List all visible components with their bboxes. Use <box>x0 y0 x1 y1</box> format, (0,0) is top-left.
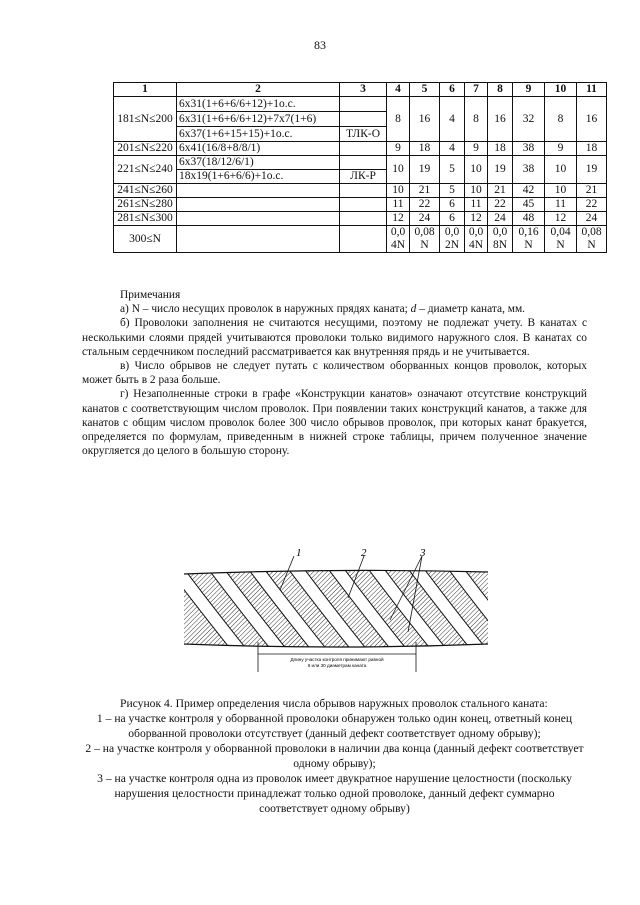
header-cell: 1 <box>114 83 177 97</box>
figure-label-3: 3 <box>420 547 426 559</box>
range-cell: 201≤N≤220 <box>114 142 177 156</box>
value-cell: 18 <box>410 142 440 156</box>
header-cell: 2 <box>177 83 340 97</box>
value-cell: 0,0 4N <box>465 226 488 253</box>
value-cell: 16 <box>577 97 607 142</box>
range-cell: 261≤N≤280 <box>114 198 177 212</box>
notes-section <box>82 288 587 458</box>
table-row <box>114 212 607 226</box>
type-cell <box>340 112 387 127</box>
range-cell: 300≤N <box>114 226 177 253</box>
value-cell: 6 <box>440 198 465 212</box>
value-cell: 4 <box>440 142 465 156</box>
table-row <box>114 226 607 253</box>
header-cell: 7 <box>465 83 488 97</box>
table-row <box>114 156 607 170</box>
value-cell: 10 <box>465 184 488 198</box>
construction-cell: 6x31(1+6+6/6+12)+7x7(1+6) <box>177 112 340 127</box>
value-cell: 21 <box>488 184 513 198</box>
range-cell: 241≤N≤260 <box>114 184 177 198</box>
value-cell: 9 <box>387 142 410 156</box>
value-cell: 19 <box>410 156 440 184</box>
value-cell: 11 <box>465 198 488 212</box>
page-number: 83 <box>314 38 326 52</box>
value-cell: 21 <box>577 184 607 198</box>
value-cell: 8 <box>465 97 488 142</box>
value-cell: 10 <box>545 156 577 184</box>
construction-cell: 18x19(1+6+6/6)+1o.c. <box>177 170 340 184</box>
construction-cell <box>177 226 340 253</box>
steel-rope-figure <box>176 546 496 681</box>
range-cell: 181≤N≤200 <box>114 97 177 142</box>
value-cell: 48 <box>513 212 545 226</box>
value-cell: 18 <box>488 142 513 156</box>
value-cell: 5 <box>440 156 465 184</box>
figure-caption <box>82 696 587 816</box>
header-cell: 11 <box>577 83 607 97</box>
type-cell <box>340 97 387 112</box>
header-cell: 3 <box>340 83 387 97</box>
value-cell: 32 <box>513 97 545 142</box>
table-header-row <box>114 83 607 97</box>
value-cell: 12 <box>387 212 410 226</box>
note-g: г) Незаполненные строки в графе «Конструкции канатов» означают отсутствие конструкций канатов с соответствующим числом проволок. При появлении таких конструкций канатов, а также для канатов с общим числом проволок более 300 число обрывов проволок, при которых канат бракуется, определяется по формулам, приведенным в нижней строке таблицы, причем полученное значение округляется до целого в большую сторону. <box>82 388 587 458</box>
type-cell <box>340 212 387 226</box>
construction-cell <box>177 212 340 226</box>
value-cell: 0,04 N <box>545 226 577 253</box>
value-cell: 42 <box>513 184 545 198</box>
value-cell: 24 <box>410 212 440 226</box>
value-cell: 0,0 8N <box>488 226 513 253</box>
range-cell: 221≤N≤240 <box>114 156 177 184</box>
construction-cell <box>177 198 340 212</box>
caption-title: Рисунок 4. Пример определения числа обрывов наружных проволок стального каната: <box>120 697 548 710</box>
value-cell: 0,08 N <box>577 226 607 253</box>
value-cell: 9 <box>545 142 577 156</box>
header-cell: 8 <box>488 83 513 97</box>
type-cell <box>340 156 387 170</box>
value-cell: 24 <box>577 212 607 226</box>
note-b: б) Проволоки заполнения не считаются несущими, поэтому не подлежат учету. В канатах с несколькими слоями прядей учитываются проволоки только видимого наружного слоя. В канатах со стальным сердечником последний рассматривается как внутренняя прядь и не учитывается. <box>82 317 587 358</box>
value-cell: 19 <box>488 156 513 184</box>
rope-rejection-table <box>113 82 607 253</box>
type-cell <box>340 184 387 198</box>
header-cell: 9 <box>513 83 545 97</box>
rope-drawing <box>176 546 496 676</box>
table-row <box>114 97 607 112</box>
value-cell: 10 <box>387 184 410 198</box>
value-cell: 22 <box>488 198 513 212</box>
caption-item-1: 1 – на участке контроля у оборванной проволоки обнаружен только один конец, ответный конец оборванной проволоки отсутствует (данный дефект соответствует одному обрыву); <box>96 712 573 740</box>
value-cell: 10 <box>387 156 410 184</box>
type-cell: ЛК-Р <box>340 170 387 184</box>
value-cell: 22 <box>577 198 607 212</box>
table-row <box>114 142 607 156</box>
type-cell <box>340 142 387 156</box>
value-cell: 16 <box>488 97 513 142</box>
value-cell: 10 <box>465 156 488 184</box>
construction-cell: 6x37(18/12/6/1) <box>177 156 340 170</box>
value-cell: 21 <box>410 184 440 198</box>
value-cell: 22 <box>410 198 440 212</box>
construction-cell: 6x31(1+6+6/6+12)+1o.c. <box>177 97 340 112</box>
dimension-text-line2: 6 или 30 диаметрам каната <box>307 663 367 668</box>
value-cell: 9 <box>465 142 488 156</box>
value-cell: 11 <box>545 198 577 212</box>
figure-label-2: 2 <box>361 547 367 559</box>
value-cell: 16 <box>410 97 440 142</box>
construction-cell <box>177 184 340 198</box>
value-cell: 0,0 2N <box>440 226 465 253</box>
value-cell: 4 <box>440 97 465 142</box>
dimension-text-line1: Длину участка контроля принимают равной <box>290 657 384 662</box>
value-cell: 38 <box>513 142 545 156</box>
figure-label-1: 1 <box>296 547 302 559</box>
header-cell: 4 <box>387 83 410 97</box>
value-cell: 12 <box>545 212 577 226</box>
construction-cell: 6x41(16/8+8/8/1) <box>177 142 340 156</box>
type-cell: ТЛК-О <box>340 127 387 142</box>
type-cell <box>340 198 387 212</box>
value-cell: 5 <box>440 184 465 198</box>
note-v: в) Число обрывов не следует путать с количеством оборванных концов проволок, которых может быть в 2 раза больше. <box>82 360 587 387</box>
header-cell: 5 <box>410 83 440 97</box>
value-cell: 24 <box>488 212 513 226</box>
construction-cell: 6x37(1+6+15+15)+1o.c. <box>177 127 340 142</box>
header-cell: 10 <box>545 83 577 97</box>
value-cell: 8 <box>545 97 577 142</box>
value-cell: 12 <box>465 212 488 226</box>
value-cell: 38 <box>513 156 545 184</box>
header-cell: 6 <box>440 83 465 97</box>
value-cell: 45 <box>513 198 545 212</box>
caption-item-3: 3 – на участке контроля одна из проволок имеет двукратное нарушение целостности (поскольку нарушения целостности принадлежат только одной проволоке, данный дефект суммарно соответствует одному обрыву) <box>97 772 572 815</box>
value-cell: 18 <box>577 142 607 156</box>
notes-title: Примечания <box>120 289 181 301</box>
value-cell: 10 <box>545 184 577 198</box>
value-cell: 6 <box>440 212 465 226</box>
value-cell: 0,16 N <box>513 226 545 253</box>
value-cell: 0,08 N <box>410 226 440 253</box>
value-cell: 11 <box>387 198 410 212</box>
value-cell: 8 <box>387 97 410 142</box>
caption-item-2: 2 – на участке контроля у оборванной проволоки в наличии два конца (данный дефект соответствует одному обрыву); <box>85 742 584 770</box>
range-cell: 281≤N≤300 <box>114 212 177 226</box>
table-row <box>114 184 607 198</box>
table-row <box>114 198 607 212</box>
note-a: а) N – число несущих проволок в наружных прядях каната; d – диаметр каната, мм. <box>120 303 526 316</box>
value-cell: 0,0 4N <box>387 226 410 253</box>
type-cell <box>340 226 387 253</box>
value-cell: 19 <box>577 156 607 184</box>
